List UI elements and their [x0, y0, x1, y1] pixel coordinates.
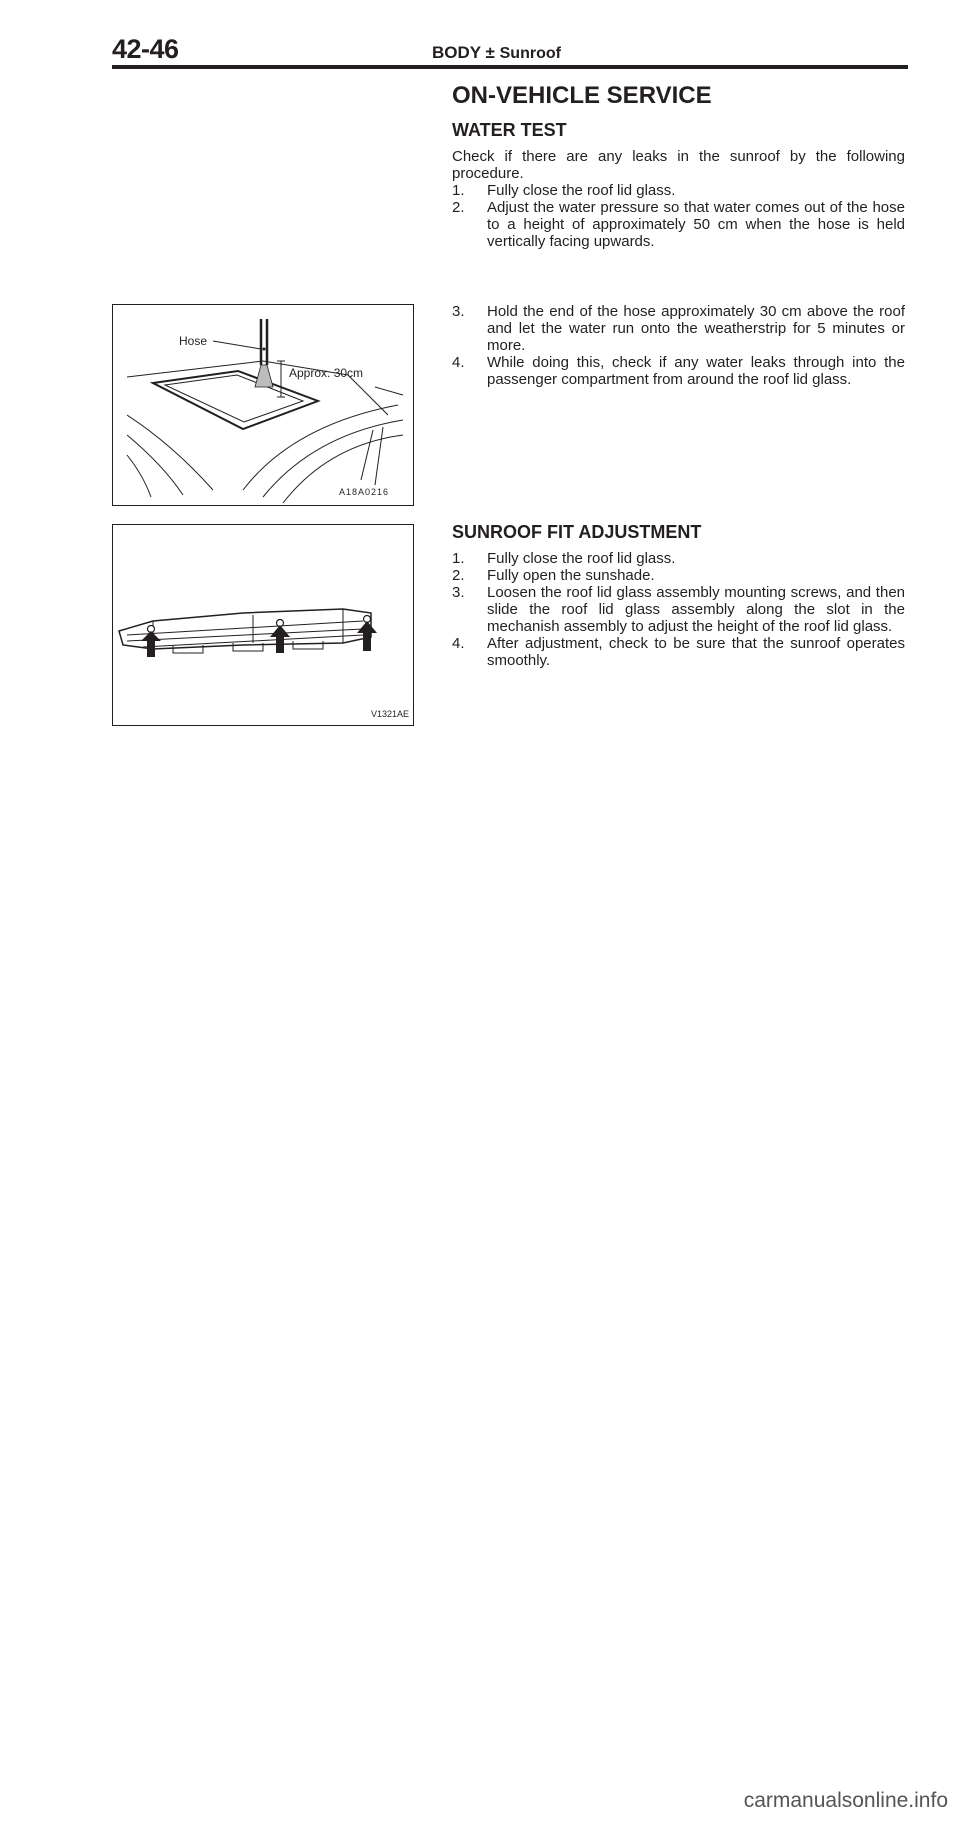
list-item: 1. Fully close the roof lid glass.	[452, 550, 676, 567]
header-title	[432, 43, 561, 63]
fit-adjustment-figure	[112, 524, 414, 726]
water-test-steps-1-2	[452, 148, 905, 250]
height-label: Approx. 30cm	[289, 366, 364, 380]
figure-code: A18A0216	[339, 487, 390, 497]
main-heading: ON-VEHICLE SERVICE	[452, 82, 712, 109]
watermark: carmanualsonline.info	[743, 1789, 948, 1812]
list-item: 4. After adjustment, check to be sure that the sunroof operates smoothly.	[452, 635, 905, 669]
list-item: 2. Adjust the water pressure so that water comes out of the hose to a height of approximately 50 cm when the hose is held vertically facing upwards.	[452, 199, 905, 250]
list-item: 1. Fully close the roof lid glass.	[452, 182, 676, 199]
fit-adjustment-heading: SUNROOF FIT ADJUSTMENT	[452, 522, 702, 542]
subsection-name: Sunroof	[499, 45, 561, 62]
hose-label: Hose	[179, 334, 208, 348]
list-item: 3. Hold the end of the hose approximately 30 cm above the roof and let the water run onto the weatherstrip for 5 minutes or more.	[452, 303, 905, 354]
page-header	[112, 34, 908, 66]
list-item: 3. Loosen the roof lid glass assembly mounting screws, and then slide the roof lid glass assembly along the slot in the mechanish assembly to adjust the height of the roof lid glass.	[452, 584, 905, 635]
section-name: BODY	[432, 43, 481, 62]
water-test-intro: Check if there are any leaks in the sunroof by the following procedure.	[452, 148, 905, 182]
list-item: 4. While doing this, check if any water leaks through into the passenger compartment from around the roof lid glass.	[452, 354, 905, 388]
figure-code: V1321AE	[371, 709, 410, 719]
arrow-up-icon	[141, 631, 161, 657]
list-item: 2. Fully open the sunshade.	[452, 567, 655, 584]
page-number: 42-46	[112, 34, 179, 64]
arrow-up-icon	[357, 621, 377, 651]
water-test-illustration	[113, 305, 413, 505]
separator: ±	[485, 43, 495, 62]
fit-adjustment-illustration	[113, 525, 413, 725]
fit-adjustment-steps	[452, 550, 905, 669]
water-test-steps-3-4	[452, 303, 905, 388]
water-test-heading: WATER TEST	[452, 120, 567, 140]
water-test-figure	[112, 304, 414, 506]
header-rule	[112, 65, 908, 69]
